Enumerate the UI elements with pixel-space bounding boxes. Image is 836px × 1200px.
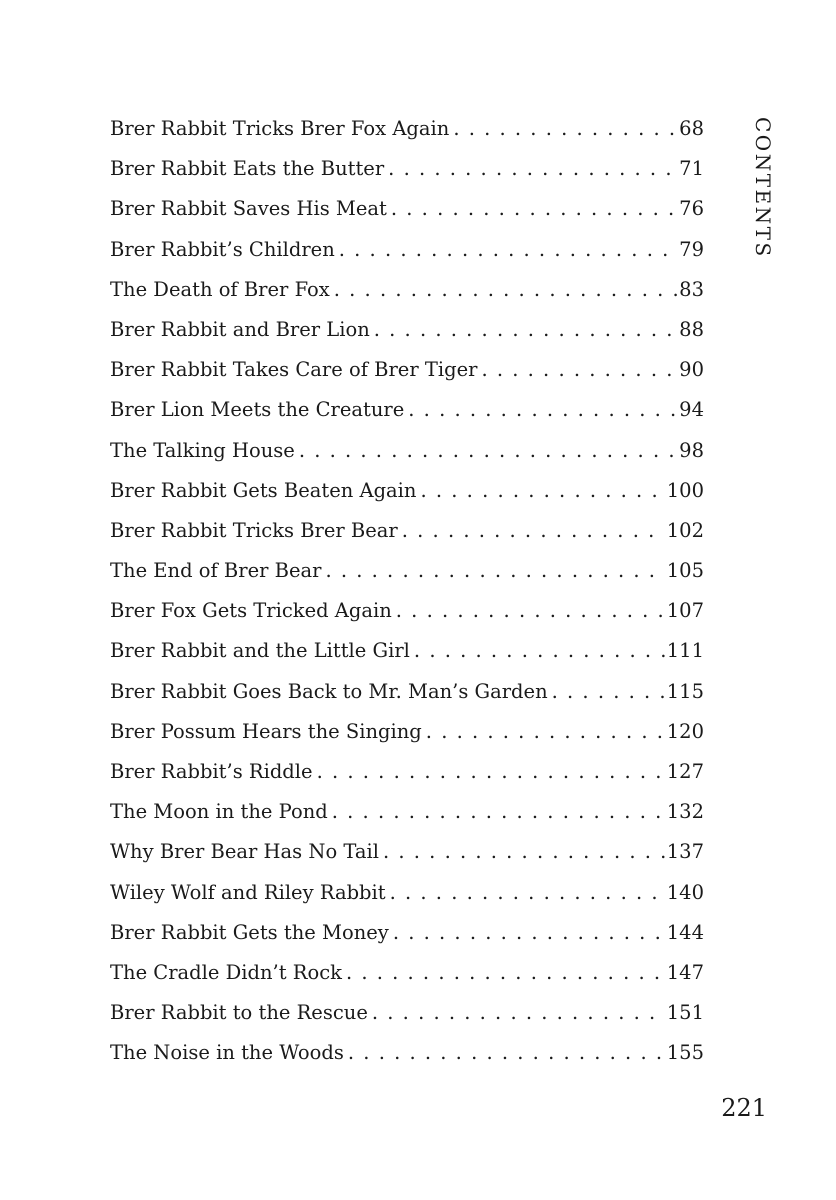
toc-entry-title: Brer Rabbit Eats the Butter — [110, 157, 385, 181]
table-of-contents — [110, 109, 704, 1074]
toc-entry — [110, 832, 704, 872]
dot-leader — [390, 873, 665, 913]
toc-entry-page: 68 — [679, 117, 704, 140]
toc-entry-page: 88 — [679, 317, 704, 341]
toc-entry-title: Brer Rabbit and Brer Lion — [110, 317, 370, 341]
dot-leader — [332, 792, 665, 832]
toc-entry-title: Brer Rabbit Tricks Brer Bear — [110, 518, 398, 542]
dot-leader — [374, 310, 677, 350]
toc-entry-title: Brer Possum Hears the Singing — [110, 719, 422, 743]
toc-entry-title: The End of Brer Bear — [110, 559, 322, 583]
toc-entry-title: Why Brer Bear Has No Tail — [110, 840, 379, 864]
toc-entry-title: Brer Lion Meets the Creature — [110, 398, 405, 422]
toc-entry — [110, 149, 704, 189]
dot-leader — [334, 270, 677, 310]
toc-entry-page: 132 — [666, 800, 704, 824]
toc-entry-title: Brer Rabbit Saves His Meat — [110, 197, 387, 221]
toc-entry — [110, 431, 704, 471]
toc-entry — [110, 270, 704, 310]
toc-entry-page: 102 — [666, 518, 704, 542]
dot-leader — [552, 672, 665, 712]
toc-entry — [110, 471, 704, 511]
toc-entry-title: Brer Rabbit Tricks Brer Fox Again — [110, 117, 450, 140]
toc-entry — [110, 511, 704, 551]
toc-entry-page: 140 — [666, 880, 704, 904]
toc-entry — [110, 631, 704, 671]
toc-entry — [110, 913, 704, 953]
dot-leader — [393, 913, 665, 953]
toc-entry — [110, 993, 704, 1033]
toc-entry — [110, 551, 704, 591]
dot-leader — [391, 189, 677, 229]
dot-leader — [408, 390, 677, 430]
toc-entry — [110, 310, 704, 350]
dot-leader — [414, 631, 665, 671]
dot-leader — [372, 993, 665, 1033]
toc-entry-page: 155 — [666, 1041, 704, 1065]
toc-entry-title: Brer Rabbit Goes Back to Mr. Man’s Garden — [110, 679, 548, 703]
toc-entry — [110, 672, 704, 712]
toc-entry-title: The Noise in the Woods — [110, 1041, 344, 1065]
toc-entry-title: Wiley Wolf and Riley Rabbit — [110, 880, 386, 904]
toc-entry-page: 127 — [666, 760, 704, 783]
toc-entry — [110, 953, 704, 993]
dot-leader — [346, 953, 665, 993]
toc-entry — [110, 792, 704, 832]
dot-leader — [325, 551, 664, 591]
toc-entry-page: 71 — [679, 157, 704, 181]
toc-entry-page: 94 — [679, 398, 704, 422]
dot-leader — [396, 591, 665, 631]
dot-leader — [453, 109, 677, 149]
dot-leader — [348, 1033, 665, 1073]
toc-entry-page: 107 — [666, 599, 704, 623]
toc-entry — [110, 350, 704, 390]
toc-entry-page: 151 — [666, 1001, 704, 1025]
toc-entry-title: Brer Rabbit Gets Beaten Again — [110, 478, 417, 502]
dot-leader — [299, 431, 677, 471]
toc-entry-page: 147 — [666, 960, 704, 984]
dot-leader — [317, 752, 665, 792]
toc-entry-page: 83 — [679, 277, 704, 301]
toc-entry — [110, 189, 704, 229]
toc-entry-title: The Talking House — [110, 438, 295, 462]
toc-entry-page: 120 — [666, 719, 704, 743]
toc-entry-title: The Moon in the Pond — [110, 800, 328, 824]
toc-entry — [110, 712, 704, 752]
toc-entry — [110, 591, 704, 631]
toc-entry — [110, 873, 704, 913]
toc-entry-title: The Death of Brer Fox — [110, 277, 330, 301]
dot-leader — [402, 511, 665, 551]
toc-entry-title: Brer Rabbit and the Little Girl — [110, 639, 410, 663]
toc-entry-page: 76 — [679, 197, 704, 221]
running-head: CONTENTS — [751, 117, 775, 259]
toc-entry-title: Brer Rabbit Gets the Money — [110, 920, 389, 944]
toc-entry — [110, 230, 704, 270]
toc-entry-title: The Cradle Didn’t Rock — [110, 960, 342, 984]
toc-entry — [110, 1033, 704, 1073]
page-number: 221 — [721, 1094, 767, 1122]
dot-leader — [426, 712, 665, 752]
toc-entry-title: Brer Rabbit to the Rescue — [110, 1001, 368, 1025]
toc-entry-page: 144 — [666, 920, 704, 944]
toc-entry-title: Brer Fox Gets Tricked Again — [110, 599, 392, 623]
toc-entry-page: 105 — [666, 559, 704, 583]
dot-leader — [383, 832, 665, 872]
dot-leader — [420, 471, 664, 511]
dot-leader — [339, 230, 677, 270]
toc-entry-page: 90 — [679, 358, 704, 382]
toc-entry-page: 79 — [679, 237, 704, 261]
toc-entry-title: Brer Rabbit’s Children — [110, 237, 335, 261]
toc-entry — [110, 390, 704, 430]
dot-leader — [481, 350, 677, 390]
toc-entry-title: Brer Rabbit’s Riddle — [110, 760, 313, 783]
toc-entry-page: 100 — [666, 478, 704, 502]
dot-leader — [388, 149, 677, 189]
toc-entry-page: 115 — [666, 679, 704, 703]
toc-entry — [110, 109, 704, 149]
toc-entry-page: 98 — [679, 438, 704, 462]
toc-entry-title: Brer Rabbit Takes Care of Brer Tiger — [110, 358, 478, 382]
toc-entry — [110, 752, 704, 792]
toc-entry-page: 137 — [666, 840, 704, 864]
toc-entry-page: 111 — [666, 639, 704, 663]
